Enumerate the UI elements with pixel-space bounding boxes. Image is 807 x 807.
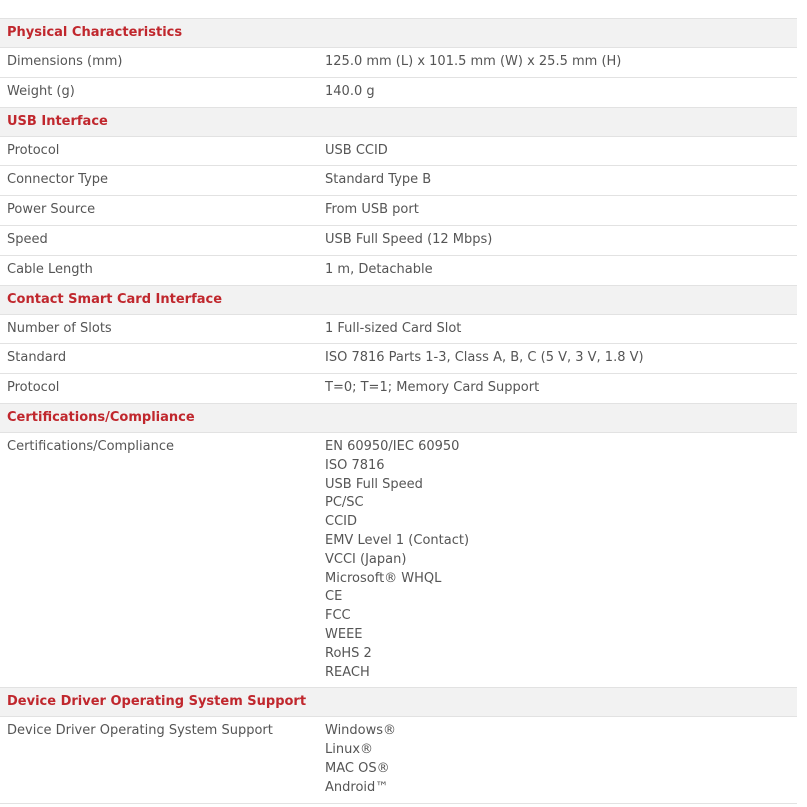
spec-label: Certifications/Compliance (7, 438, 175, 454)
section-header: Contact Smart Card Interface (0, 286, 797, 315)
spec-label: Protocol (7, 142, 60, 158)
spec-row (0, 166, 797, 196)
spec-value-line: ISO 7816 Parts 1-3, Class A, B, C (5 V, 3 V, 1.8 V) (325, 350, 644, 366)
spec-label: Dimensions (mm) (7, 54, 123, 69)
spec-row (0, 717, 797, 803)
spec-value-line: USB Full Speed (325, 476, 423, 492)
spec-label: Standard (7, 350, 67, 366)
spec-value-line: Standard Type B (325, 172, 432, 188)
spec-row (0, 374, 797, 404)
spec-value-line: 125.0 mm (L) x 101.5 mm (W) x 25.5 mm (H) (325, 54, 622, 69)
spec-value-line: 1 m, Detachable (325, 261, 433, 277)
spec-value (325, 171, 797, 190)
spec-value-line: EMV Level 1 (Contact) (325, 532, 470, 548)
spec-value (325, 142, 797, 161)
spec-value-line: USB CCID (325, 142, 388, 158)
spec-row (0, 433, 797, 688)
spec-value-line: VCCI (Japan) (325, 551, 407, 567)
spec-label: Protocol (7, 380, 60, 396)
spec-value-line: 140.0 g (325, 83, 375, 99)
spec-value-line: ISO 7816 (325, 457, 385, 473)
spec-value (325, 83, 797, 102)
spec-row (0, 344, 797, 374)
spec-value-line: WEEE (325, 626, 363, 642)
spec-value-line: Android™ (325, 779, 389, 795)
spec-row (0, 137, 797, 167)
spec-label: Connector Type (7, 172, 109, 188)
section-header: Physical Characteristics (0, 19, 797, 48)
spec-label: Device Driver Operating System Support (7, 723, 273, 739)
spec-value-line: PC/SC (325, 495, 364, 511)
spec-value-line: Microsoft® WHQL (325, 570, 442, 586)
spec-label: Weight (g) (7, 83, 75, 99)
spec-value (325, 261, 797, 280)
spec-row (0, 256, 797, 286)
spec-row (0, 226, 797, 256)
spec-value-line: 1 Full-sized Card Slot (325, 320, 462, 336)
spec-value-line: MAC OS® (325, 760, 390, 776)
section-header: USB Interface (0, 108, 797, 137)
spec-label: Cable Length (7, 261, 93, 277)
spec-value-line: EN 60950/IEC 60950 (325, 438, 460, 454)
spec-value-line: Windows® (325, 723, 397, 739)
spec-row (0, 78, 797, 108)
spec-label: Power Source (7, 202, 96, 218)
spec-label: Speed (7, 231, 48, 247)
spec-value (325, 379, 797, 398)
section-header: Device Driver Operating System Support (0, 688, 797, 717)
spec-value-line: Linux® (325, 742, 374, 758)
spec-value-line: From USB port (325, 202, 419, 218)
spec-value (325, 722, 797, 797)
spec-label: Number of Slots (7, 320, 112, 336)
spec-value (325, 53, 797, 72)
spec-row (0, 315, 797, 345)
spec-value (325, 438, 797, 682)
spec-row (0, 48, 797, 78)
spec-value (325, 320, 797, 339)
spec-value-line: CE (325, 589, 343, 605)
section-header: Certifications/Compliance (0, 404, 797, 433)
spec-value-line: USB Full Speed (12 Mbps) (325, 231, 493, 247)
spec-value (325, 231, 797, 250)
spec-value-line: T=0; T=1; Memory Card Support (325, 380, 540, 396)
spec-table (0, 18, 797, 804)
spec-value-line: RoHS 2 (325, 645, 372, 661)
spec-row (0, 196, 797, 226)
spec-value-line: FCC (325, 608, 351, 624)
spec-value (325, 349, 797, 368)
spec-value-line: CCID (325, 514, 357, 530)
spec-value (325, 201, 797, 220)
spec-value-line: REACH (325, 664, 370, 680)
